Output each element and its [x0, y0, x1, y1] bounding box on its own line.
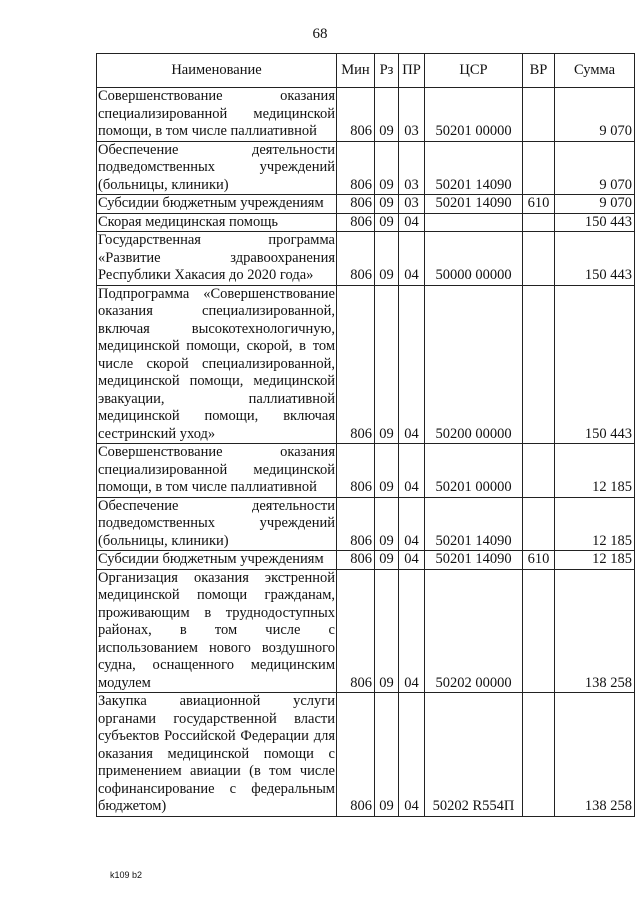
- cell-rz: 09: [375, 285, 399, 444]
- cell-min: 806: [337, 232, 375, 286]
- cell-pr: 03: [399, 141, 425, 195]
- header-csr: ЦСР: [425, 54, 523, 88]
- cell-min: 806: [337, 88, 375, 142]
- table-header-row: [97, 54, 635, 88]
- cell-min: 806: [337, 195, 375, 214]
- cell-rz: 09: [375, 213, 399, 232]
- cell-min: 806: [337, 693, 375, 817]
- cell-name: Субсидии бюджетным учреждениям: [97, 195, 337, 214]
- cell-vr: 610: [523, 551, 555, 570]
- cell-pr: 03: [399, 195, 425, 214]
- cell-csr: 50202 00000: [425, 569, 523, 693]
- cell-min: 806: [337, 141, 375, 195]
- cell-pr: 04: [399, 497, 425, 551]
- cell-sum: 150 443: [555, 285, 635, 444]
- cell-rz: 09: [375, 497, 399, 551]
- cell-csr: 50202 R554П: [425, 693, 523, 817]
- footer-code: k109 b2: [110, 870, 143, 880]
- cell-csr: 50201 14090: [425, 497, 523, 551]
- cell-pr: 04: [399, 693, 425, 817]
- cell-vr: [523, 88, 555, 142]
- cell-vr: [523, 497, 555, 551]
- header-sum: Сумма: [555, 54, 635, 88]
- header-name: Наименование: [97, 54, 337, 88]
- cell-pr: 04: [399, 213, 425, 232]
- table-row: [97, 444, 635, 498]
- cell-sum: 138 258: [555, 569, 635, 693]
- cell-name: Государственная программа «Развитие здравоохранения Республики Хакасия до 2020 года»: [98, 232, 335, 283]
- cell-min: 806: [337, 444, 375, 498]
- cell-pr: 04: [399, 285, 425, 444]
- cell-rz: 09: [375, 551, 399, 570]
- cell-min: 806: [337, 285, 375, 444]
- cell-name: Обеспечение деятельности подведомственных учреждений (больницы, клиники): [98, 141, 335, 193]
- cell-vr: [523, 232, 555, 286]
- cell-vr: [523, 285, 555, 444]
- cell-pr: 04: [399, 232, 425, 286]
- cell-vr: [523, 444, 555, 498]
- cell-rz: 09: [375, 88, 399, 142]
- cell-vr: 610: [523, 195, 555, 214]
- cell-name: Совершенствование оказания специализированной медицинской помощи, в том числе паллиативной: [98, 444, 335, 495]
- cell-csr: 50000 00000: [425, 232, 523, 286]
- cell-csr: 50201 00000: [425, 444, 523, 498]
- cell-sum: 9 070: [555, 88, 635, 142]
- cell-pr: 04: [399, 569, 425, 693]
- cell-min: 806: [337, 551, 375, 570]
- page-number: 68: [312, 26, 328, 42]
- table-row: [97, 232, 635, 286]
- table-row: [97, 213, 635, 232]
- cell-name: Организация оказания экстренной медицинской помощи гражданам, проживающим в труднодоступных районах, в том числе с использованием нового воздушного судна, оснащенного медицинским модулем: [98, 569, 335, 691]
- cell-name: Скорая медицинская помощь: [97, 213, 337, 232]
- header-rz: Рз: [375, 54, 399, 88]
- table-row: [97, 141, 635, 195]
- cell-min: 806: [337, 497, 375, 551]
- cell-pr: 03: [399, 88, 425, 142]
- header-min: Мин: [337, 54, 375, 88]
- table-row: [97, 88, 635, 142]
- cell-vr: [523, 213, 555, 232]
- cell-sum: 138 258: [555, 693, 635, 817]
- cell-rz: 09: [375, 693, 399, 817]
- cell-sum: 12 185: [555, 551, 635, 570]
- cell-csr: 50201 14090: [425, 551, 523, 570]
- cell-name: Совершенствование оказания специализированной медицинской помощи, в том числе паллиативной: [98, 88, 335, 139]
- cell-rz: 09: [375, 232, 399, 286]
- table-row: [97, 285, 635, 444]
- cell-csr: 50201 00000: [425, 88, 523, 142]
- cell-rz: 09: [375, 141, 399, 195]
- budget-table: [96, 53, 635, 817]
- cell-sum: 150 443: [555, 213, 635, 232]
- cell-vr: [523, 141, 555, 195]
- cell-csr: 50200 00000: [425, 285, 523, 444]
- cell-sum: 9 070: [555, 141, 635, 195]
- cell-pr: 04: [399, 444, 425, 498]
- cell-min: 806: [337, 569, 375, 693]
- cell-name: Закупка авиационной услуги органами государственной власти субъектов Российской Федерации для оказания медицинской помощи с применением авиации (в том числе софинансирование с федеральным бюджетом): [98, 693, 335, 814]
- cell-rz: 09: [375, 569, 399, 693]
- cell-sum: 150 443: [555, 232, 635, 286]
- cell-vr: [523, 569, 555, 693]
- cell-rz: 09: [375, 444, 399, 498]
- header-vr: ВР: [523, 54, 555, 88]
- table-row: [97, 497, 635, 551]
- cell-rz: 09: [375, 195, 399, 214]
- cell-pr: 04: [399, 551, 425, 570]
- cell-csr: [425, 213, 523, 232]
- cell-csr: 50201 14090: [425, 141, 523, 195]
- cell-sum: 9 070: [555, 195, 635, 214]
- header-pr: ПР: [399, 54, 425, 88]
- cell-csr: 50201 14090: [425, 195, 523, 214]
- table-row: [97, 195, 635, 214]
- cell-name: Подпрограмма «Совершенствование оказания специализированной, включая высокотехнологичную, медицинской помощи, скорой, в том числе скорой специализированной, медицинской помощи, медицинской эвакуации, паллиативной медицинской помощи, включая сестринский уход»: [98, 285, 335, 442]
- table-row: [97, 693, 635, 817]
- cell-vr: [523, 693, 555, 817]
- cell-name: Субсидии бюджетным учреждениям: [97, 551, 337, 570]
- cell-sum: 12 185: [555, 444, 635, 498]
- cell-sum: 12 185: [555, 497, 635, 551]
- table-row: [97, 569, 635, 693]
- table-row: [97, 551, 635, 570]
- cell-min: 806: [337, 213, 375, 232]
- cell-name: Обеспечение деятельности подведомственных учреждений (больницы, клиники): [98, 497, 335, 549]
